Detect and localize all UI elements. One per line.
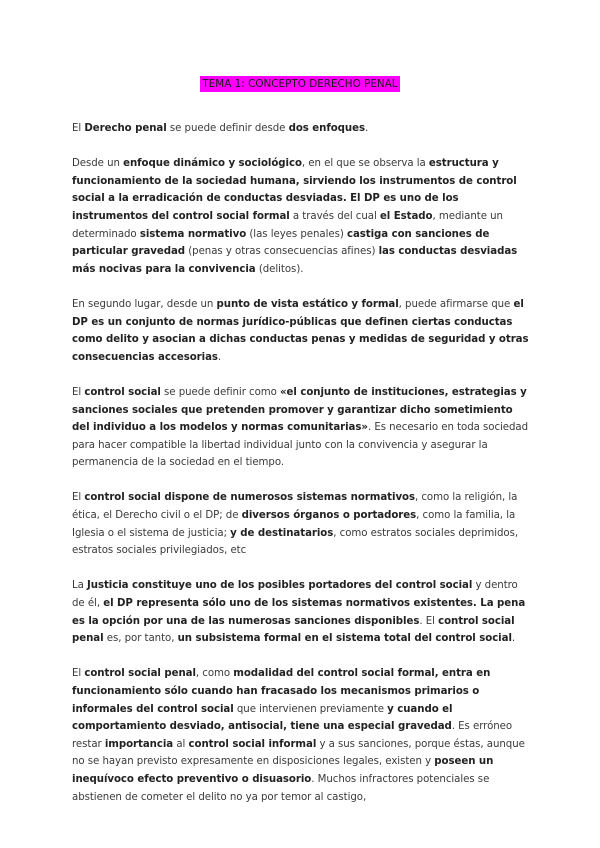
text-run: El	[72, 492, 85, 504]
text-run: .	[365, 123, 369, 134]
bold-text-run: control social informal	[188, 738, 317, 750]
bold-text-run: estructura y funcionamiento de la sociedad humana, sirviendo los instrumentos de control social a la erradicación de conductas desviadas. El DP es uno de los instrumentos del control social formal	[72, 158, 517, 222]
text-run: , mediante un determinado	[72, 210, 503, 240]
text-run: Desde un	[72, 158, 124, 170]
bold-text-run: modalidad del control social formal, entra en funcionamiento sólo cuando han fracasado los mecanismos primarios o informales del control social	[72, 668, 491, 715]
bold-text-run: el DP representa sólo uno de los sistemas normativos existentes. La pena es la opción por una de las numerosas sanciones disponibles	[72, 598, 526, 627]
bold-text-run: importancia	[104, 738, 174, 750]
bold-text-run: «el conjunto de instituciones, estrategias y sanciones sociales que pretenden promover y garantizar dicho sometimiento del individuo a los modelos y normas comunitarias»	[72, 386, 527, 434]
text-run: En segundo lugar, desde un	[72, 298, 217, 310]
bold-text-run: Justicia constituye uno de los posibles portadores del control social	[87, 580, 473, 592]
text-run: , en el que se observa la	[301, 158, 429, 170]
text-run: El	[72, 386, 85, 398]
text-run: (penas y otras consecuencias afines)	[185, 246, 379, 258]
bold-text-run: poseen un inequívoco efecto preventivo o disuasorio	[72, 756, 494, 785]
paragraph-punto-de-vista-estatico	[72, 296, 530, 366]
text-run: se puede definir como	[160, 386, 281, 398]
text-run: .	[217, 351, 222, 363]
text-run: . Es erróneo restar	[72, 721, 513, 750]
text-run: , como la religión, la ética, el Derecho civil o el DP; de	[72, 492, 518, 522]
text-run: El	[72, 123, 85, 134]
text-run: (las leyes penales)	[246, 228, 347, 240]
text-run: , como	[195, 668, 234, 680]
text-run: . El	[419, 615, 439, 627]
bold-text-run: punto de vista estático y formal	[216, 298, 399, 310]
bold-text-run: Derecho penal	[84, 123, 167, 134]
bold-text-run: sistema normativo	[139, 228, 247, 240]
text-run: , puede afirmarse que	[398, 298, 514, 310]
title-container	[0, 72, 600, 92]
bold-text-run: dos enfoques	[288, 123, 365, 134]
paragraph-dos-enfoques	[72, 120, 530, 138]
text-run: El	[72, 668, 85, 680]
text-run: , como la familia, la Iglesia o el sistema de justicia;	[72, 510, 516, 539]
bold-text-run: control social penal	[72, 615, 515, 645]
bold-text-run: diversos órganos o portadores	[241, 510, 417, 522]
paragraph-justicia-portadores	[72, 577, 530, 647]
bold-text-run: y cuando el comportamiento desviado, antisocial, tiene una especial gravedad	[72, 703, 453, 733]
text-run: que intervienen previamente	[233, 703, 388, 715]
bold-text-run: un subsistema formal en el sistema total del control social	[177, 633, 512, 645]
paragraph-control-social-definicion	[72, 384, 530, 472]
text-run: . Es necesario en toda sociedad para hacer compatible la libertad individual junto con la convivencia y asegurar la permanencia de la sociedad en el tiempo.	[72, 422, 529, 469]
bold-text-run: control social	[84, 386, 161, 398]
bold-text-run: enfoque dinámico y sociológico	[123, 158, 302, 170]
paragraph-sistemas-normativos	[72, 489, 530, 559]
document-body	[72, 120, 530, 824]
bold-text-run: el DP es un conjunto de normas jurídico-públicas que definen ciertas conductas como delito y asocian a dichas conductas penas y medidas de seguridad y otras consecuencias accesorias	[72, 298, 529, 363]
text-run: al	[173, 738, 189, 750]
bold-text-run: y de destinatarios	[230, 527, 334, 539]
bold-text-run: control social dispone de numerosos sistemas normativos	[84, 492, 415, 504]
text-run: La	[72, 580, 88, 592]
text-run: es, por tanto,	[103, 633, 178, 645]
text-run: se puede definir desde	[166, 123, 289, 134]
text-run: .	[511, 633, 516, 645]
text-run: , como estratos sociales deprimidos, estratos sociales privilegiados, etc	[72, 527, 519, 557]
page-title: TEMA 1: CONCEPTO DERECHO PENAL	[202, 78, 398, 90]
text-run: y dentro de él,	[72, 580, 518, 610]
text-run: a través del cual	[289, 210, 380, 222]
bold-text-run: control social penal	[84, 668, 196, 680]
text-run: . Muchos infractores potenciales se abstienen de cometer el delito no ya por temor al castigo,	[72, 773, 490, 803]
bold-text-run: las conductas desviadas más nocivas para la convivencia	[72, 246, 518, 275]
text-run: (delitos).	[255, 263, 304, 275]
paragraph-control-social-penal	[72, 665, 530, 806]
paragraph-enfoque-dinamico	[72, 155, 530, 278]
bold-text-run: castiga con sanciones de particular gravedad	[72, 228, 490, 258]
text-run: y a sus sanciones, porque éstas, aunque no se hayan previsto expresamente en disposiciones legales, existen y	[72, 738, 525, 768]
bold-text-run: el Estado	[379, 210, 433, 222]
